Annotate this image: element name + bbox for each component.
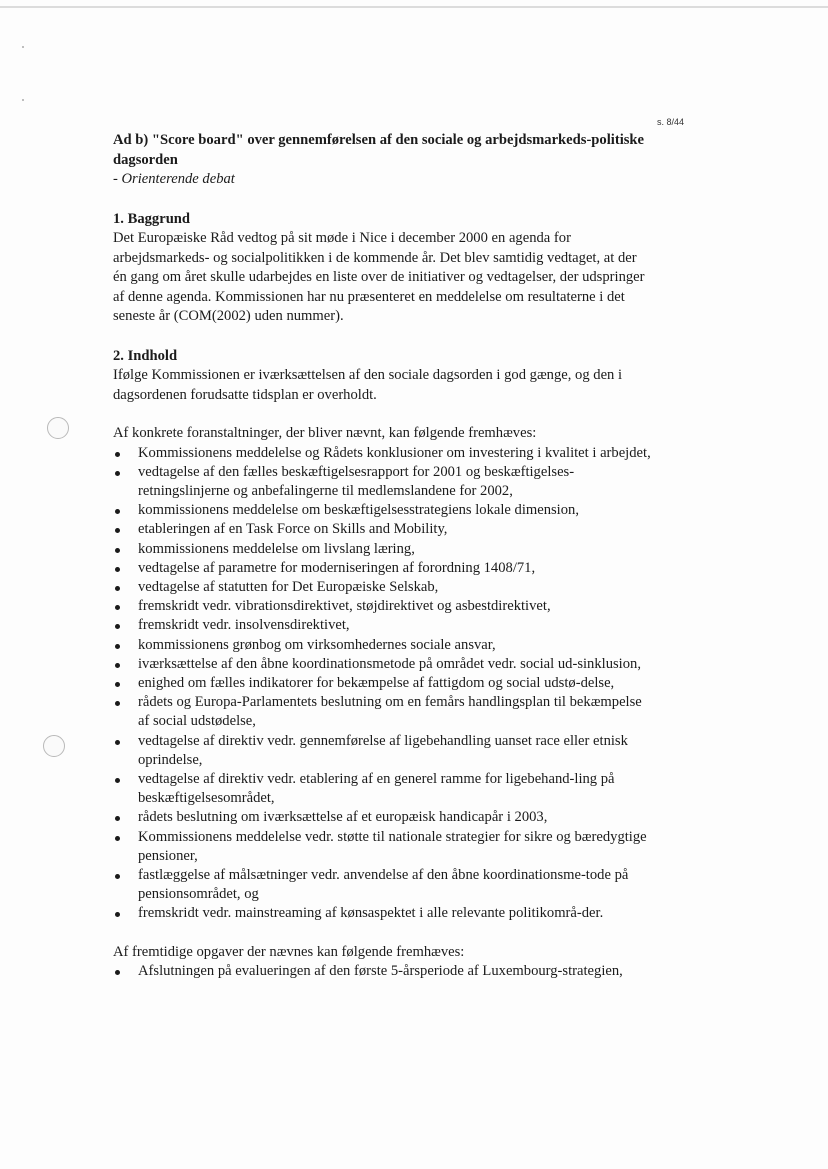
list-item: Kommissionens meddelelse vedr. støtte til nationale strategier for sikre og bæredygtige pensioner, xyxy=(113,828,653,866)
section-text-background: Det Europæiske Råd vedtog på sit møde i Nice i december 2000 en agenda for arbejdsmarkeds- og socialpolitikken i de kommende år. Det blev samtidig vedtaget, at der én gang om året skulle udarbejdes en liste over de initiativer og vedtagelser, der udspringer af denne agenda. Kommissionen har nu præsenteret en meddelelse om resultaterne i det seneste år (COM(2002) uden nummer). xyxy=(113,230,645,324)
list-item: iværksættelse af den åbne koordinationsmetode på området vedr. social ud-sinklusion, xyxy=(113,655,653,674)
list-item: vedtagelse af direktiv vedr. etablering af en generel ramme for ligebehand-ling på beskæftigelsesområdet, xyxy=(113,770,653,808)
list-item: rådets beslutning om iværksættelse af et europæisk handicapår i 2003, xyxy=(113,808,653,827)
list-item: fremskridt vedr. insolvensdirektivet, xyxy=(113,616,653,635)
section-text-content: Ifølge Kommissionen er iværksættelsen af den sociale dagsorden i god gænge, og den i dagsordenen forudsatte tidsplan er overholdt. xyxy=(113,367,623,403)
list-item: vedtagelse af direktiv vedr. gennemførelse af ligebehandling uanset race eller etnisk oprindelse, xyxy=(113,732,653,770)
list-item: Afslutningen på evalueringen af den første 5-årsperiode af Luxembourg-strategien, xyxy=(113,962,653,981)
list-item: fastlæggelse af målsætninger vedr. anvendelse af den åbne koordinationsme-tode på pensionsområdet, og xyxy=(113,866,653,904)
list-item: vedtagelse af den fælles beskæftigelsesrapport for 2001 og beskæftigelses-retningslinjerne og anbefalingerne til medlemslandene for 2002, xyxy=(113,463,653,501)
measures-intro: Af konkrete foranstaltninger, der bliver nævnt, kan følgende fremhæves: xyxy=(113,425,537,441)
page-top-edge xyxy=(0,6,828,8)
punch-hole xyxy=(47,417,69,439)
list-item: vedtagelse af parametre for moderniseringen af forordning 1408/71, xyxy=(113,559,653,578)
list-item: enighed om fælles indikatorer for bekæmpelse af fattigdom og social udstø-delse, xyxy=(113,674,653,693)
list-item: Kommissionens meddelelse og Rådets konklusioner om investering i kvalitet i arbejdet, xyxy=(113,444,653,463)
list-item: fremskridt vedr. vibrationsdirektivet, støjdirektivet og asbestdirektivet, xyxy=(113,597,653,616)
list-item: kommissionens meddelelse om beskæftigelsesstrategiens lokale dimension, xyxy=(113,501,653,520)
page-number: s. 8/44 xyxy=(657,117,685,127)
list-item: vedtagelse af statutten for Det Europæiske Selskab, xyxy=(113,578,653,597)
future-tasks-list xyxy=(113,962,653,981)
list-item: fremskridt vedr. mainstreaming af kønsaspektet i alle relevante politikområ-der. xyxy=(113,904,653,923)
scan-speck xyxy=(22,46,24,48)
list-item: kommissionens grønbog om virksomhedernes sociale ansvar, xyxy=(113,636,653,655)
document-body xyxy=(113,131,653,981)
section-title-content: 2. Indhold xyxy=(113,347,178,364)
scan-speck xyxy=(22,99,24,101)
measures-list xyxy=(113,444,653,924)
section-title-background: 1. Baggrund xyxy=(113,210,191,227)
list-item: etableringen af en Task Force on Skills and Mobility, xyxy=(113,520,653,539)
future-tasks-intro: Af fremtidige opgaver der nævnes kan følgende fremhæves: xyxy=(113,943,465,960)
punch-hole xyxy=(43,735,65,757)
list-item: rådets og Europa-Parlamentets beslutning om en femårs handlingsplan til bekæmpelse af social udstødelse, xyxy=(113,693,653,731)
document-subtitle: - Orienterende debat xyxy=(113,171,235,187)
document-heading: Ad b) "Score board" over gennemførelsen af den sociale og arbejdsmarkeds-politiske dagsorden xyxy=(113,132,645,168)
list-item: kommissionens meddelelse om livslang læring, xyxy=(113,540,653,559)
